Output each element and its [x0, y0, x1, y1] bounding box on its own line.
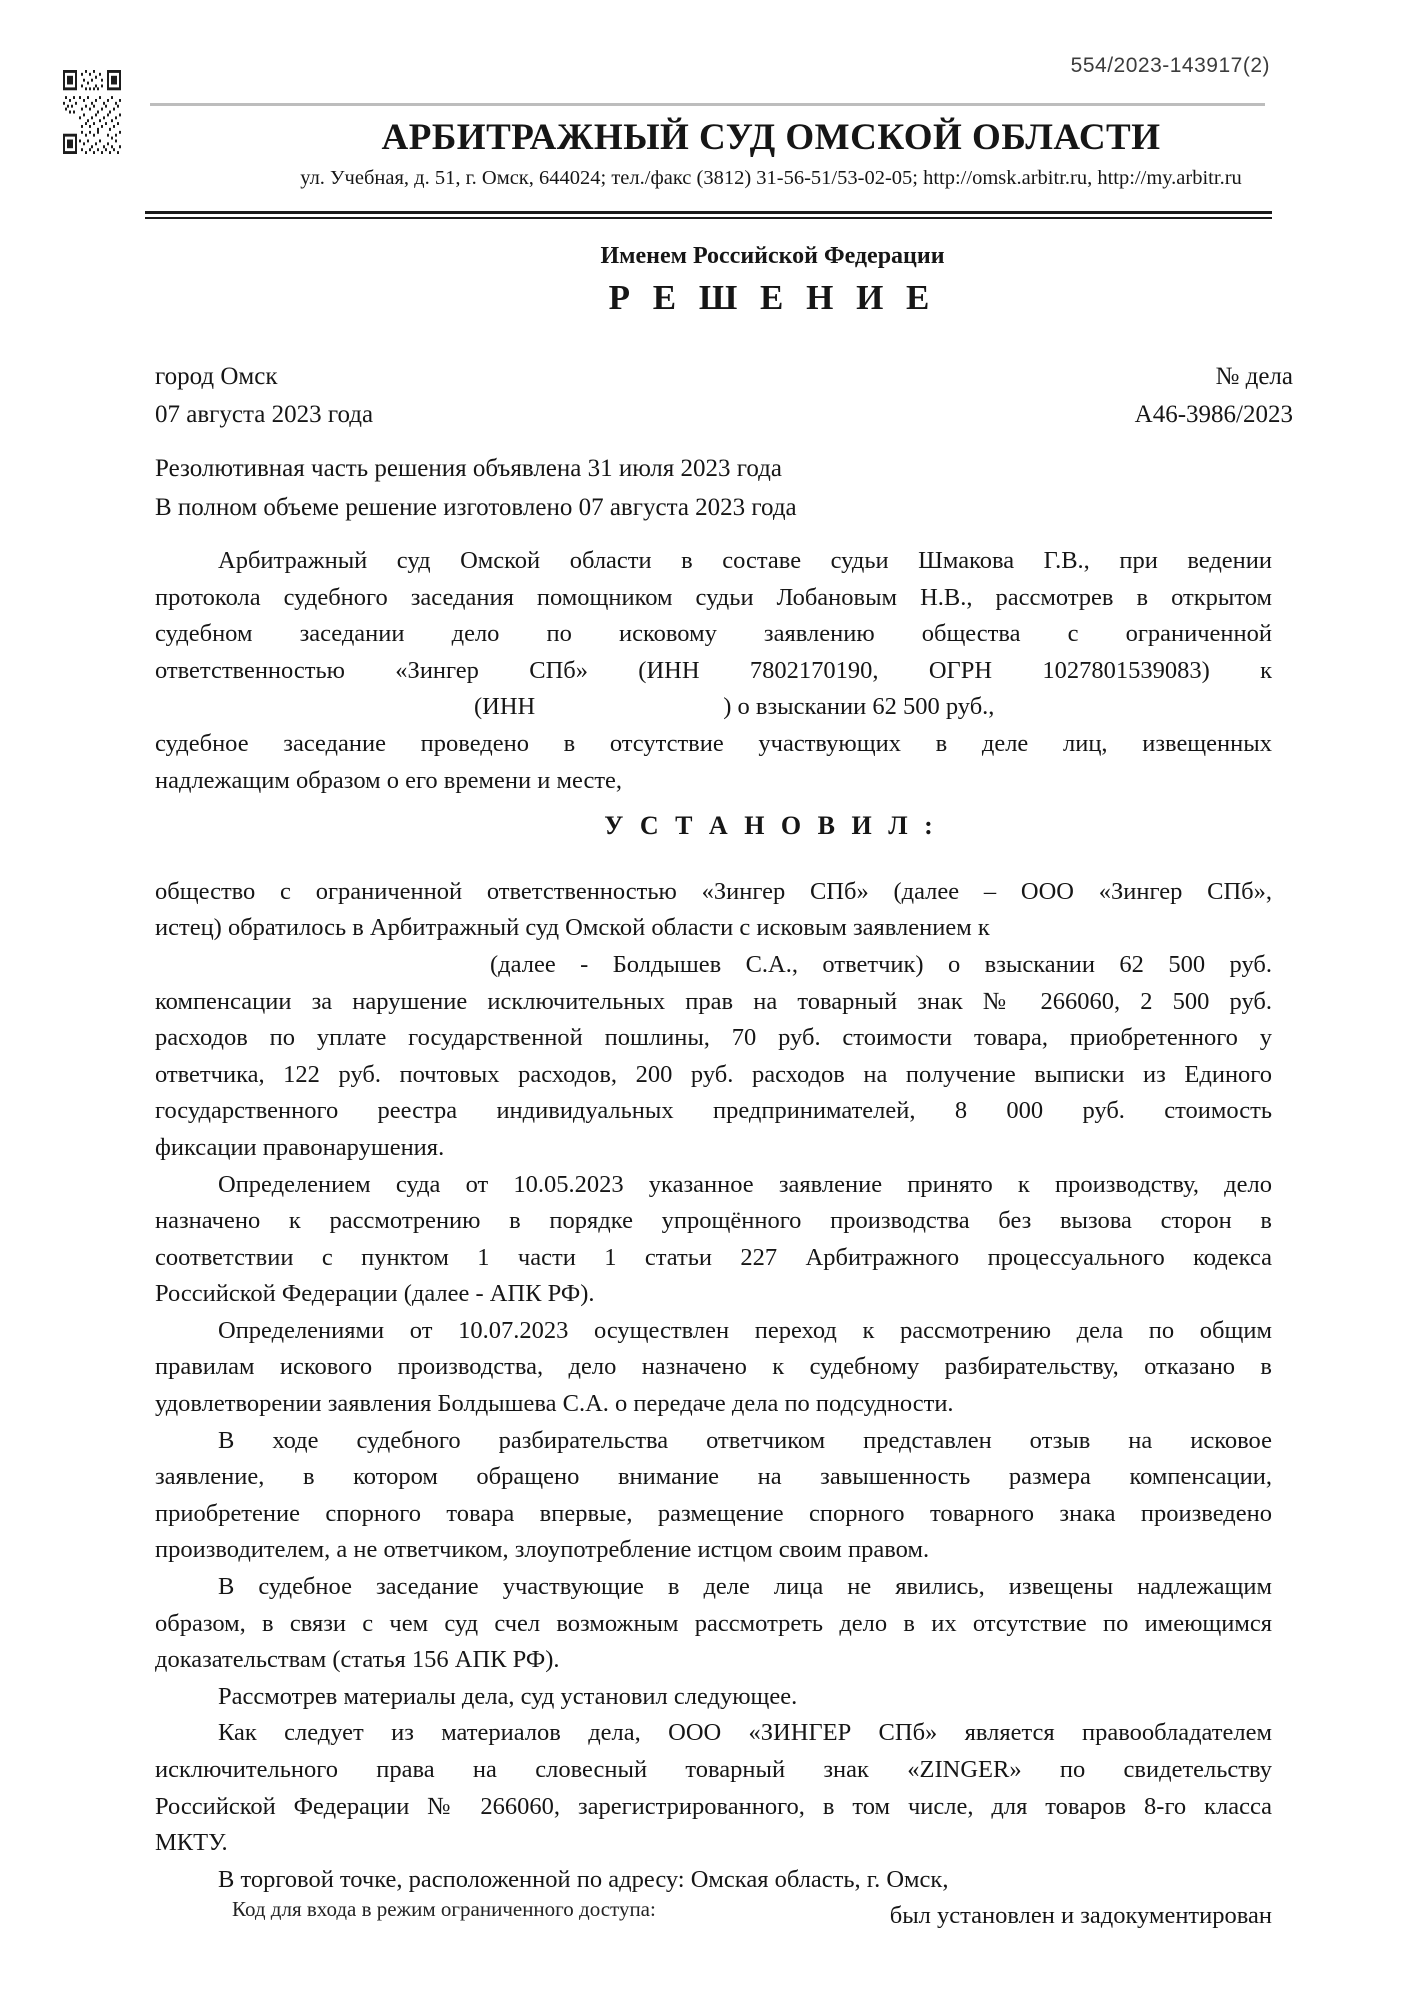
body-line: доказательствам (статья 156 АПК РФ). [155, 1646, 560, 1674]
body-line: приобретение спорного товара впервые, размещение спорного товарного знака произведено [155, 1499, 1272, 1527]
body-line: компенсации за нарушение исключительных прав на товарный знак № 266060, 2 500 руб. [155, 987, 1272, 1015]
body-line: образом, в связи с чем суд счел возможным рассмотреть дело в их отсутствие по имеющимся [155, 1609, 1272, 1637]
header-double-rule [145, 211, 1272, 219]
body-line: фиксации правонарушения. [155, 1133, 445, 1161]
inn-open: (ИНН [474, 693, 536, 721]
body-line: производителем, а не ответчиком, злоупотребление истцом своим правом. [155, 1536, 930, 1564]
body-line: надлежащим образом о его времени и месте, [155, 766, 623, 794]
body-line: общество с ограниченной ответственностью «Зингер СПб» (далее – ООО «Зингер СПб», [155, 877, 1272, 905]
inn-close: ) о взыскании 62 500 руб., [723, 693, 995, 721]
case-number: А46-3986/2023 [1134, 401, 1293, 428]
body-line: назначено к рассмотрению в порядке упрощённого производства без вызова сторон в [155, 1207, 1272, 1235]
body-line: государственного реестра индивидуальных предпринимателей, 8 000 руб. стоимость [155, 1097, 1272, 1125]
redacted-inn-line [155, 689, 1272, 726]
body-line: правилам искового производства, дело назначено к судебному разбирательству, отказано в [155, 1353, 1272, 1381]
body-line: МКТУ. [155, 1829, 228, 1857]
body-line: ответственностью «Зингер СПб» (ИНН 7802170190, ОГРН 1027801539083) к [155, 656, 1272, 684]
body-line: В торговой точке, расположенной по адресу: Омская область, г. Омск, [218, 1865, 949, 1893]
decision-date: 07 августа 2023 года [155, 401, 374, 428]
court-name: АРБИТРАЖНЫЙ СУД ОМСКОЙ ОБЛАСТИ [381, 117, 1161, 158]
body-line: Арбитражный суд Омской области в составе судьи Шмакова Г.В., при ведении [218, 547, 1272, 574]
in-the-name-line: Именем Российской Федерации [600, 243, 945, 269]
court-header [155, 116, 1272, 190]
decision-title: Р Е Ш Е Н И Е [608, 278, 937, 317]
resolutive-announced-line: Резолютивная часть решения объявлена 31 июля 2023 года [155, 455, 783, 482]
body-line: заявление, в котором обращено внимание на завышенность размера компенсации, [155, 1463, 1272, 1491]
body-line: Российской Федерации (далее - АПК РФ). [155, 1280, 595, 1308]
faint-top-rule [150, 103, 1265, 106]
resolution-notes [155, 450, 797, 527]
body-line: Как следует из материалов дела, ООО «ЗИНГЕР СПб» является правообладателем [218, 1719, 1272, 1747]
body-line: истец) обратилось в Арбитражный суд Омской области с исковым заявлением к [155, 914, 990, 942]
body-line: исключительного права на словесный товарный знак «ZINGER» по свидетельству [155, 1756, 1272, 1783]
case-number-label: № дела [1215, 363, 1293, 390]
body-line: Определением суда от 10.05.2023 указанное заявление принято к производству, дело [218, 1170, 1272, 1198]
full-text-date-line: В полном объеме решение изготовлено 07 августа 2023 года [155, 493, 797, 521]
case-ref: 554/2023-143917(2) [1070, 54, 1270, 77]
qr-code [63, 70, 121, 154]
body-line: В судебное заседание участвующие в деле лица не явились, извещены надлежащим [218, 1573, 1272, 1601]
body-line: Рассмотрев материалы дела, суд установил следующее. [218, 1682, 798, 1710]
city-name: город Омск [155, 363, 278, 390]
case-meta [155, 358, 1293, 434]
court-address: ул. Учебная, д. 51, г. Омск, 644024; тел./факс (3812) 31-56-51/53-02-05; http://omsk.arbitr.ru, http://my.arbitr.ru [300, 167, 1242, 189]
redacted-defendant-line: (далее - Болдышев С.А., ответчик) о взыскании 62 500 руб. [490, 950, 1272, 978]
body-line: был установлен и задокументирован [889, 1902, 1272, 1930]
body-line: соответствии с пунктом 1 части 1 статьи 227 Арбитражного процессуального кодекса [155, 1243, 1272, 1271]
body-line: Российской Федерации № 266060, зарегистрированного, в том числе, для товаров 8-го класса [155, 1792, 1272, 1820]
body-line: протокола судебного заседания помощником судьи Лобановым Н.В., рассмотрев в открытом [155, 583, 1272, 611]
body-line: ответчика, 122 руб. почтовых расходов, 200 руб. расходов на получение выписки из Единого [155, 1060, 1272, 1088]
footer-access-code-label: Код для входа в режим ограниченного доступа: [232, 1897, 656, 1921]
body-line: расходов по уплате государственной пошлины, 70 руб. стоимости товара, приобретенного у [155, 1024, 1272, 1052]
body-line: Определениями от 10.07.2023 осуществлен переход к рассмотрению дела по общим [218, 1316, 1272, 1344]
body-line: судебное заседание проведено в отсутствие участвующих в деле лиц, извещенных [155, 729, 1272, 757]
body-line: удовлетворении заявления Болдышева С.А. о передаче дела по подсудности. [155, 1390, 954, 1418]
established-heading: У С Т А Н О В И Л : [604, 811, 938, 841]
body-line: судебном заседании дело по исковому заявлению общества с ограниченной [155, 620, 1272, 648]
decision-body [155, 543, 1272, 1935]
body-line: В ходе судебного разбирательства ответчиком представлен отзыв на исковое [218, 1426, 1272, 1454]
